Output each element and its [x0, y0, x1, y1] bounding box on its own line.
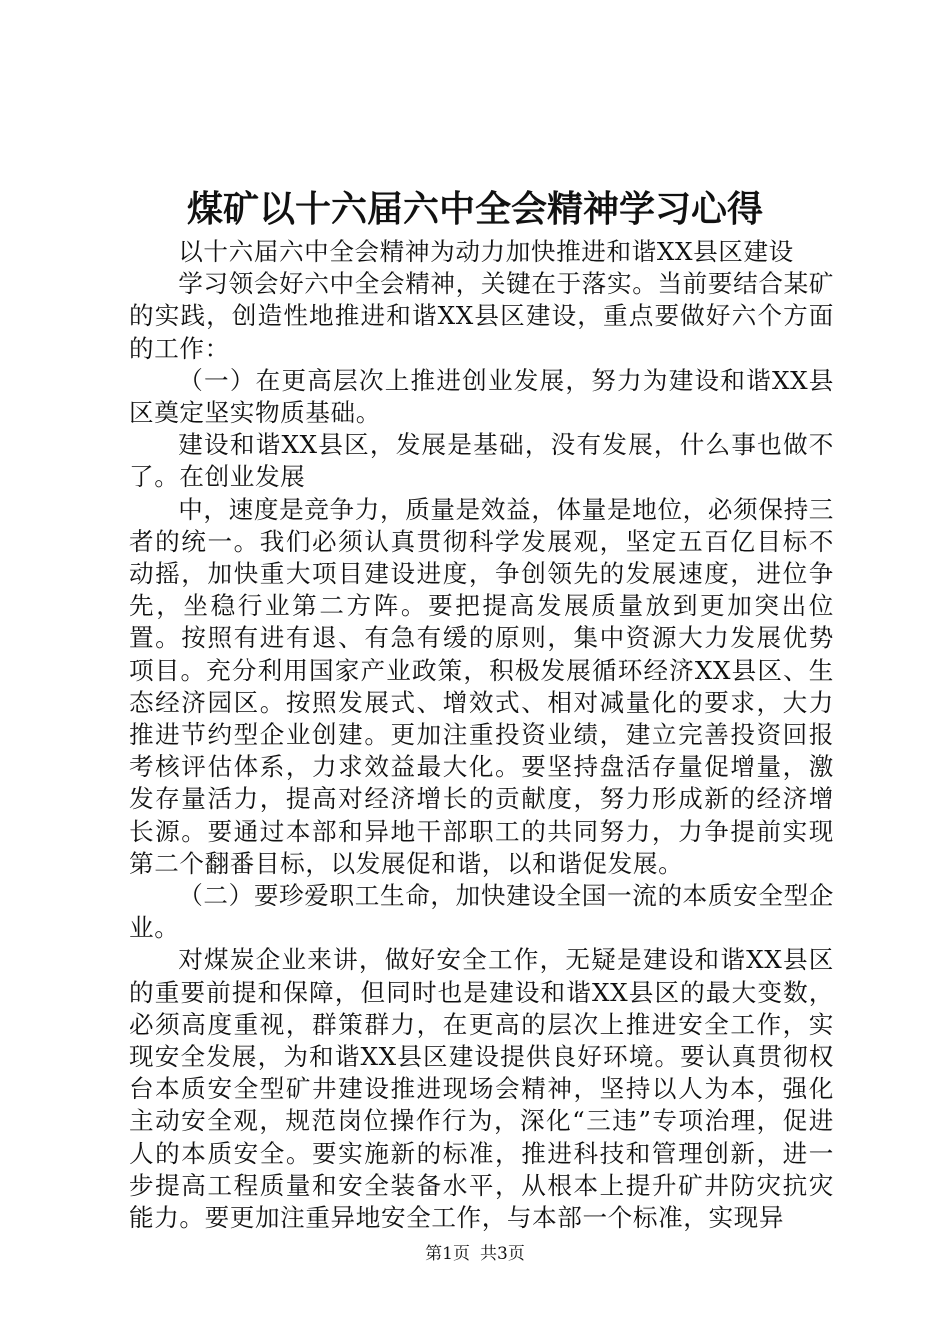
page-total: 共3页: [480, 1244, 525, 1264]
body-paragraph: 学习领会好六中全会精神，关键在于落实。当前要结合某矿的实践，创造性地推进和谐XX县区建设，重点要做好六个方面的工作：: [129, 269, 834, 363]
body-paragraph: 建设和谐XX县区，发展是基础，没有发展，什么事也做不了。在创业发展: [129, 430, 834, 492]
page-footer: [0, 1242, 950, 1266]
section-heading-2: （二）要珍爱职工生命，加快建设全国一流的本质安全型企业。: [129, 881, 834, 943]
body-paragraph: 中，速度是竞争力，质量是效益，体量是地位，必须保持三者的统一。我们必须认真贯彻科学发展观，坚定五百亿目标不动摇，加快重大项目建设进度，争创领先的发展速度，进位争先，坐稳行业第二方阵。要把提高发展质量放到更加突出位置。按照有进有退、有急有缓的原则，集中资源大力发展优势项目。充分利用国家产业政策，积极发展循环经济XX县区、生态经济园区。按照发展式、增效式、相对减量化的要求，大力推进节约型企业创建。更加注重投资业绩，建立完善投资回报考核评估体系，力求效益最大化。要坚持盘活存量促增量，激发存量活力，提高对经济增长的贡献度，努力形成新的经济增长源。要通过本部和异地干部职工的共同努力，力争提前实现第二个翻番目标，以发展促和谐，以和谐促发展。: [129, 494, 834, 878]
subtitle-paragraph: 以十六届六中全会精神为动力加快推进和谐XX县区建设: [178, 237, 794, 266]
document-title: 煤矿以十六届六中全会精神学习心得: [186, 189, 763, 230]
document-body: [129, 236, 834, 1234]
section-heading-1: （一）在更高层次上推进创业发展，努力为建设和谐XX县区奠定坚实物质基础。: [129, 365, 834, 428]
body-paragraph: 对煤炭企业来讲，做好安全工作，无疑是建设和谐XX县区的重要前提和保障，但同时也是建设和谐XX县区的最大变数，必须高度重视，群策群力，在更高的层次上推进安全工作，实现安全发展，为和谐XX县区建设提供良好环境。要认真贯彻权台本质安全型矿井建设推进现场会精神，坚持以人为本，强化主动安全观，规范岗位操作行为，深化“三违”专项治理，促进人的本质安全。要实施新的标准，推进科技和管理创新，进一步提高工程质量和安全装备水平，从根本上提升矿井防灾抗灾能力。要更加注重异地安全工作，与本部一个标准，实现异: [129, 945, 834, 1233]
page-number: 第1页: [425, 1244, 470, 1264]
